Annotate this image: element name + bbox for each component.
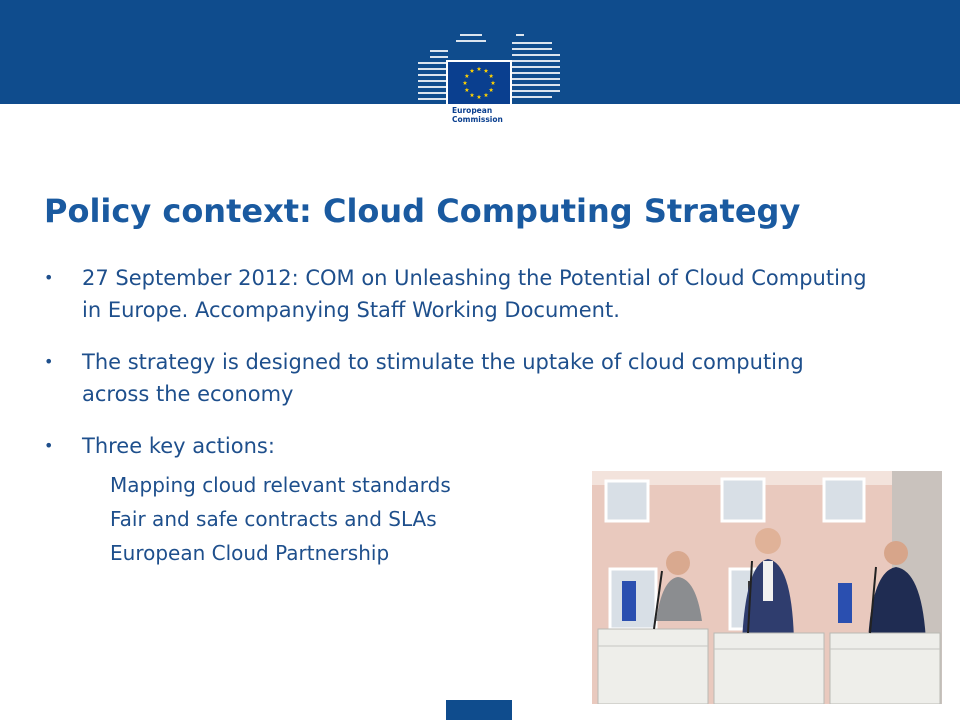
logo-text	[452, 106, 503, 124]
logo-line-2: Commission	[452, 115, 503, 124]
bullet-text: The strategy is designed to stimulate the uptake of cloud computing across the economy	[82, 350, 804, 406]
eu-flag-icon	[448, 62, 510, 104]
slide-title: Policy context: Cloud Computing Strategy	[44, 192, 801, 230]
bullet-item	[44, 430, 874, 462]
bullet-text: Three key actions:	[82, 434, 275, 458]
footer-tab	[446, 700, 512, 720]
bullet-dot-icon: •	[44, 268, 54, 287]
action-item: European Cloud Partnership	[110, 541, 390, 565]
bullet-dot-icon: •	[44, 352, 54, 371]
bullet-text: 27 September 2012: COM on Unleashing the Potential of Cloud Computing in Europe. Accompanying Staff Working Document.	[82, 266, 867, 322]
logo-line-1: European	[452, 106, 493, 115]
press-conference-photo	[592, 471, 942, 704]
action-item: Fair and safe contracts and SLAs	[110, 507, 437, 531]
action-item: Mapping cloud relevant standards	[110, 473, 451, 497]
bullet-item	[44, 262, 874, 326]
bullet-item	[44, 346, 874, 410]
bullet-dot-icon: •	[44, 436, 54, 455]
